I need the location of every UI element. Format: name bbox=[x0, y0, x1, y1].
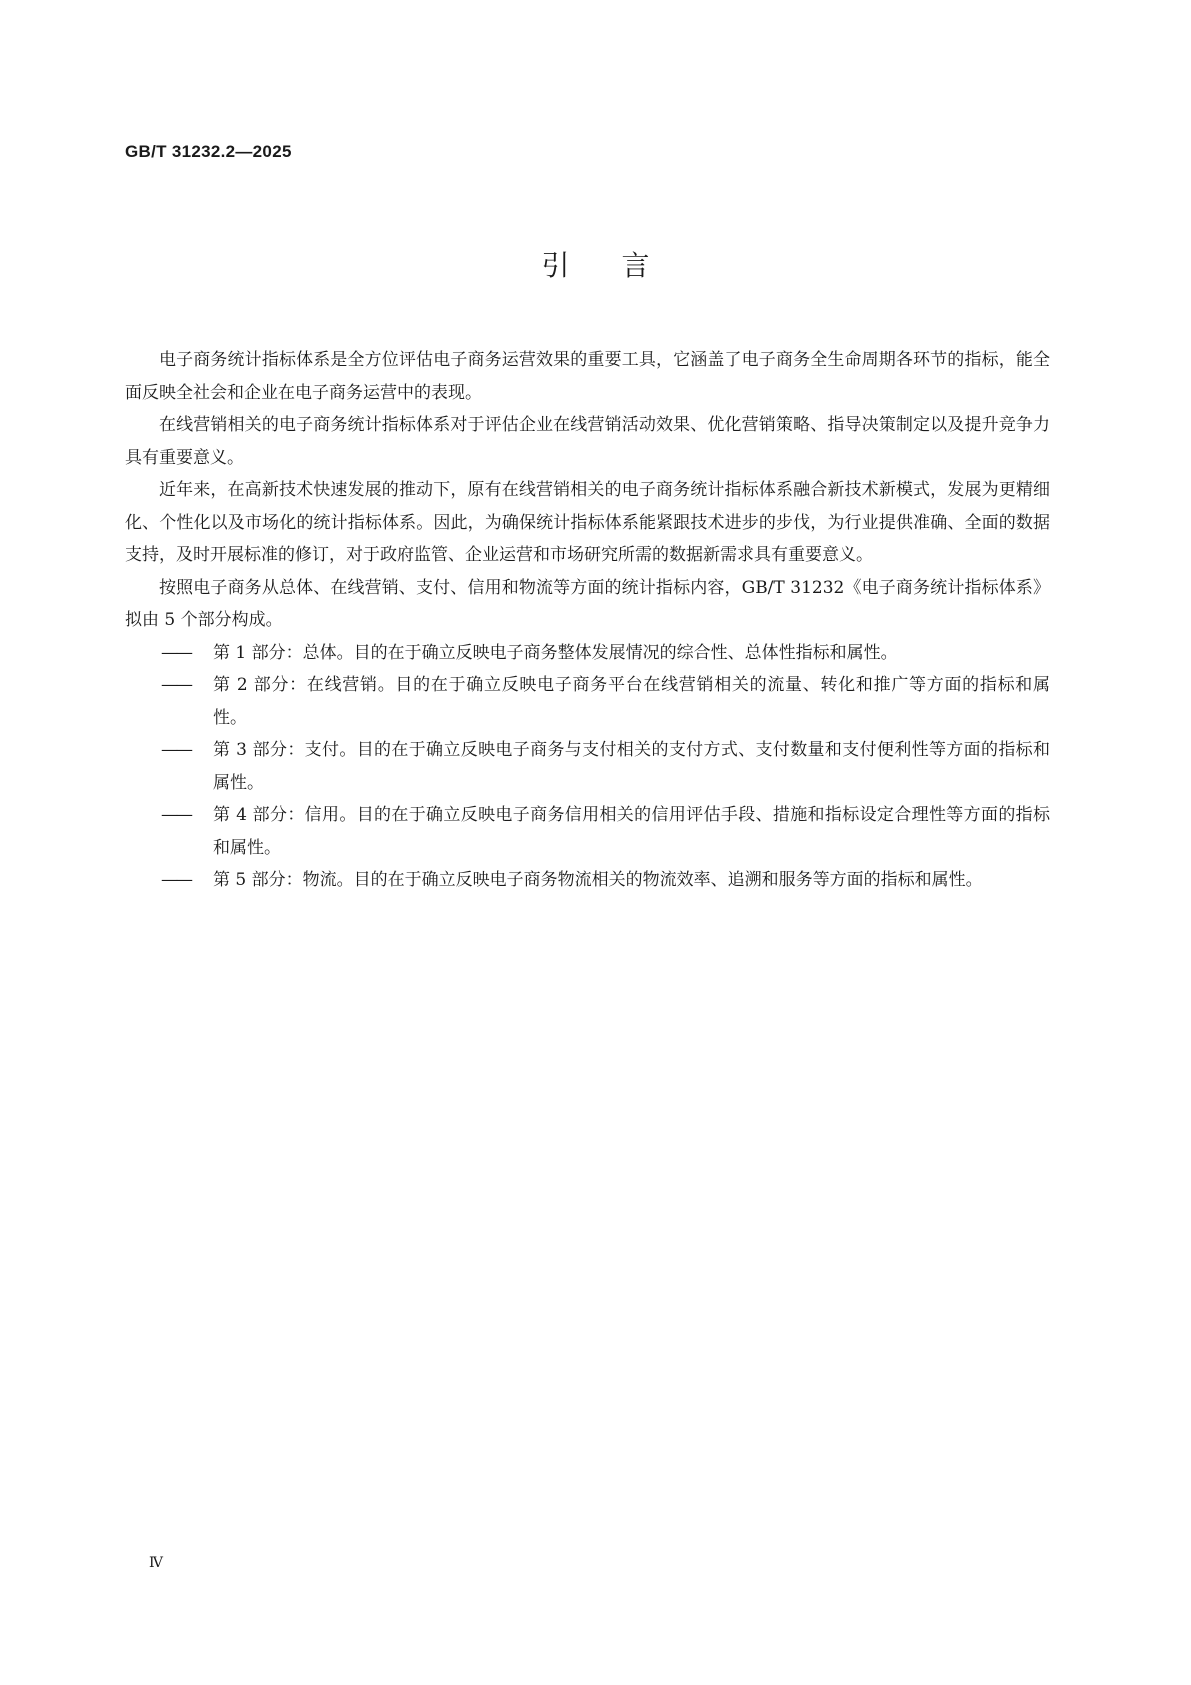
part-list-item bbox=[125, 864, 1050, 897]
part-list-item-text: 第 5 部分：物流。目的在于确立反映电子商务物流相关的物流效率、追溯和服务等方面的指标和属性。 bbox=[213, 870, 983, 890]
dash-marker: —— bbox=[161, 870, 191, 890]
dash-marker: —— bbox=[161, 642, 191, 663]
part-list-item-text: 第 1 部分：总体。目的在于确立反映电子商务整体发展情况的综合性、总体性指标和属性。 bbox=[213, 642, 898, 663]
dash-marker: —— bbox=[161, 740, 191, 760]
page-number: Ⅳ bbox=[149, 1555, 163, 1571]
part-list-item bbox=[125, 799, 1050, 864]
paragraph: 按照电子商务从总体、在线营销、支付、信用和物流等方面的统计指标内容，GB/T 31232《电子商务统计指标体系》拟由 5 个部分构成。 bbox=[125, 577, 1050, 630]
part-list-item-text: 第 3 部分：支付。目的在于确立反映电子商务与支付相关的支付方式、支付数量和支付便利性等方面的指标和属性。 bbox=[213, 740, 1050, 793]
part-list-item-text: 第 2 部分：在线营销。目的在于确立反映电子商务平台在线营销相关的流量、转化和推广等方面的指标和属性。 bbox=[213, 675, 1050, 728]
part-list-item-text: 第 4 部分：信用。目的在于确立反映电子商务信用相关的信用评估手段、措施和指标设定合理性等方面的指标和属性。 bbox=[213, 805, 1050, 858]
dash-marker: —— bbox=[161, 805, 191, 825]
dash-marker: —— bbox=[161, 675, 191, 695]
paragraph: 在线营销相关的电子商务统计指标体系对于评估企业在线营销活动效果、优化营销策略、指导决策制定以及提升竞争力具有重要意义。 bbox=[125, 415, 1050, 468]
paragraph: 电子商务统计指标体系是全方位评估电子商务运营效果的重要工具，它涵盖了电子商务全生命周期各环节的指标，能全面反映全社会和企业在电子商务运营中的表现。 bbox=[125, 350, 1050, 403]
part-list-item bbox=[125, 669, 1050, 734]
introduction-body bbox=[125, 344, 1050, 897]
part-list-item bbox=[125, 734, 1050, 799]
page-title: 引言 bbox=[541, 249, 702, 282]
standard-code: GB/T 31232.2—2025 bbox=[125, 142, 292, 161]
paragraph: 近年来，在高新技术快速发展的推动下，原有在线营销相关的电子商务统计指标体系融合新技术新模式，发展为更精细化、个性化以及市场化的统计指标体系。因此，为确保统计指标体系能紧跟技术进步的步伐，为行业提供准确、全面的数据支持，及时开展标准的修订，对于政府监管、企业运营和市场研究所需的数据新需求具有重要意义。 bbox=[125, 480, 1050, 565]
part-list-item bbox=[125, 637, 1050, 670]
